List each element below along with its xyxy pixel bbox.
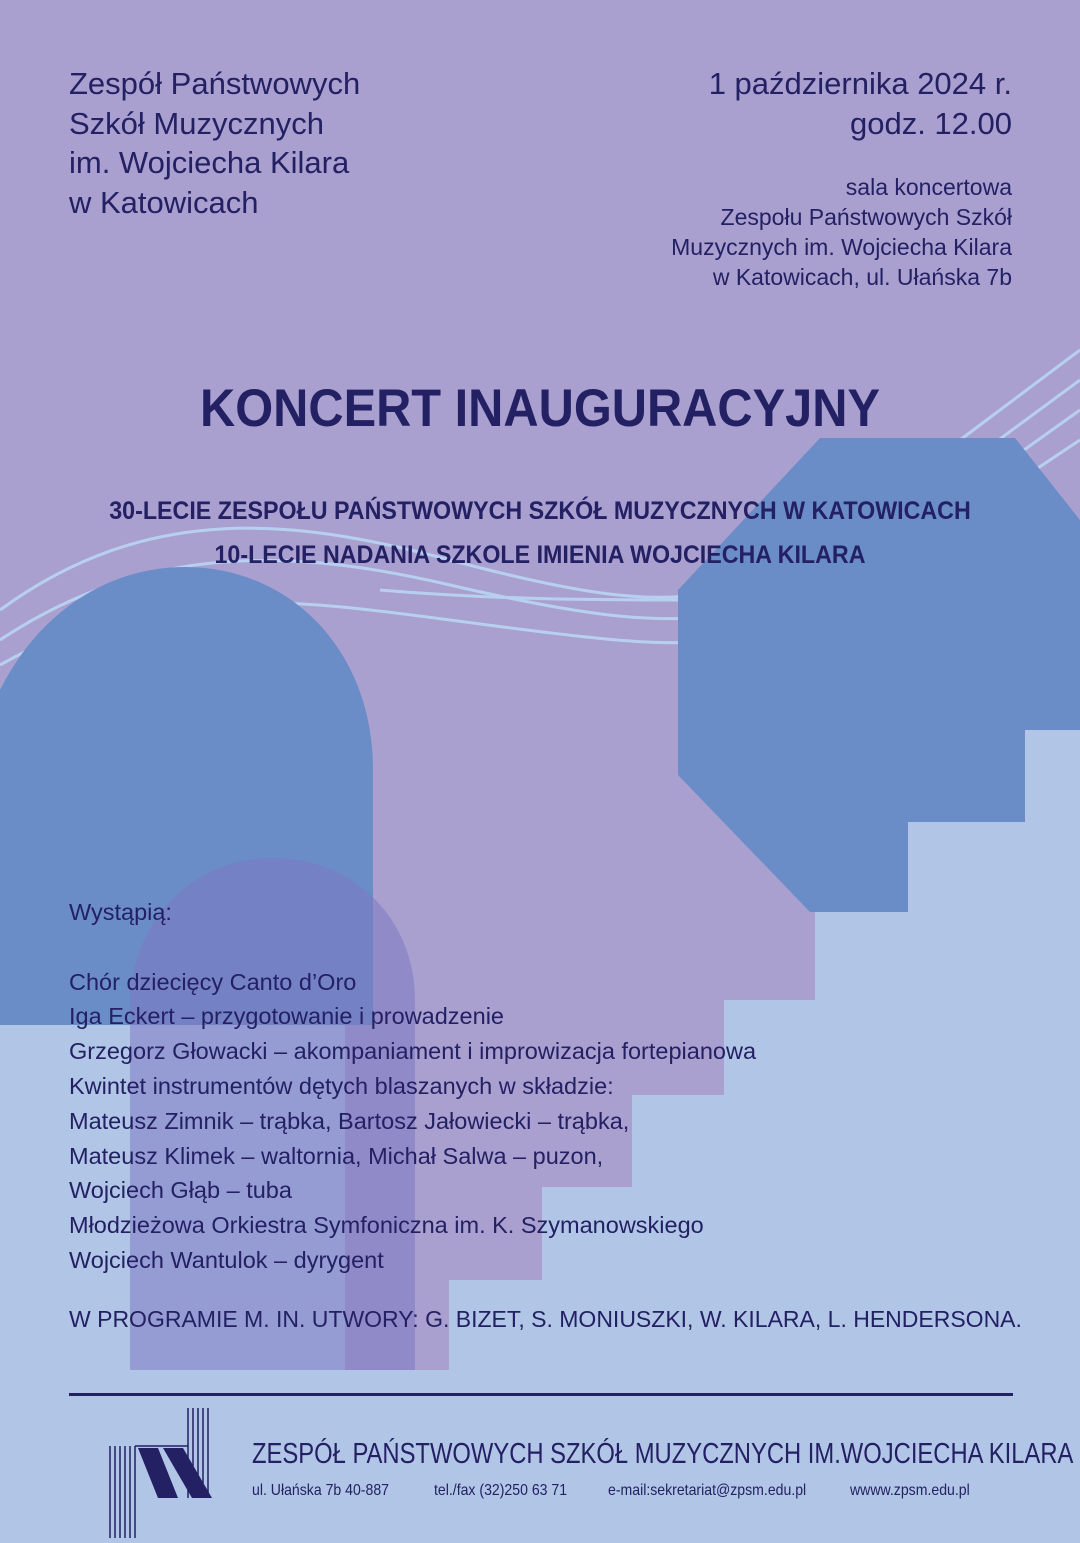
event-day: 1 października 2024 r.: [708, 66, 1012, 101]
footer-phone: tel./fax (32)250 63 71: [434, 1482, 568, 1499]
performers: [69, 895, 756, 1278]
performer-line: Wojciech Głąb – tuba: [69, 1177, 292, 1204]
venue-line: w Katowicach, ul. Ułańska 7b: [712, 264, 1012, 290]
performer-line: Chór dziecięcy Canto d’Oro: [69, 968, 357, 995]
program-text: W PROGRAMIE M. IN. UTWORY: G. BIZET, S. MONIUSZKI, W. KILARA, L. HENDERSONA.: [69, 1306, 1022, 1332]
subtitle-anniversary: 30-LECIE ZESPOŁU PAŃSTWOWYCH SZKÓŁ MUZYCZNYCH W KATOWICACH: [109, 497, 971, 525]
venue: [671, 172, 1012, 292]
performer-line: Grzegorz Głowacki – akompaniament i improwizacja fortepianowa: [69, 1038, 757, 1065]
footer-email[interactable]: e-mail:sekretariat@zpsm.edu.pl: [608, 1482, 807, 1499]
organizer-line: Szkół Muzycznych: [69, 105, 324, 141]
performer-line: Mateusz Klimek – waltornia, Michał Salwa – puzon,: [69, 1142, 604, 1169]
event-time: godz. 12.00: [849, 105, 1012, 141]
performer-line: Mateusz Zimnik – trąbka, Bartosz Jałowiecki – trąbka,: [69, 1107, 630, 1134]
footer-address: ul. Ułańska 7b 40-887: [252, 1482, 389, 1499]
footer-divider: [69, 1393, 1013, 1396]
performer-line: Wojciech Wantulok – dyrygent: [69, 1246, 384, 1273]
venue-line: Muzycznych im. Wojciecha Kilara: [671, 234, 1012, 260]
venue-line: Zespołu Państwowych Szkół: [720, 204, 1012, 230]
poster-title: KONCERT INAUGURACYJNY: [200, 379, 880, 438]
school-logo: [108, 1408, 214, 1538]
performer-line: Kwintet instrumentów dętych blaszanych w składzie:: [69, 1072, 614, 1099]
organizer-line: w Katowicach: [69, 184, 259, 220]
performer-line: Młodzieżowa Orkiestra Symfoniczna im. K. Szymanowskiego: [69, 1212, 704, 1239]
organizer-line: Zespół Państwowych: [69, 66, 361, 101]
performers-heading: Wystąpią:: [69, 899, 172, 925]
event-date: [709, 64, 1012, 143]
venue-line: sala koncertowa: [845, 174, 1012, 200]
footer-school-name: ZESPÓŁ PAŃSTWOWYCH SZKÓŁ MUZYCZNYCH IM.WOJCIECHA KILARA: [252, 1438, 1074, 1470]
subtitle-naming: 10-LECIE NADANIA SZKOLE IMIENIA WOJCIECHA KILARA: [214, 541, 866, 569]
performer-line: Iga Eckert – przygotowanie i prowadzenie: [69, 1003, 504, 1030]
footer-website[interactable]: wwww.zpsm.edu.pl: [850, 1482, 970, 1499]
organizer-line: im. Wojciecha Kilara: [69, 145, 350, 180]
organizer: [69, 64, 360, 222]
